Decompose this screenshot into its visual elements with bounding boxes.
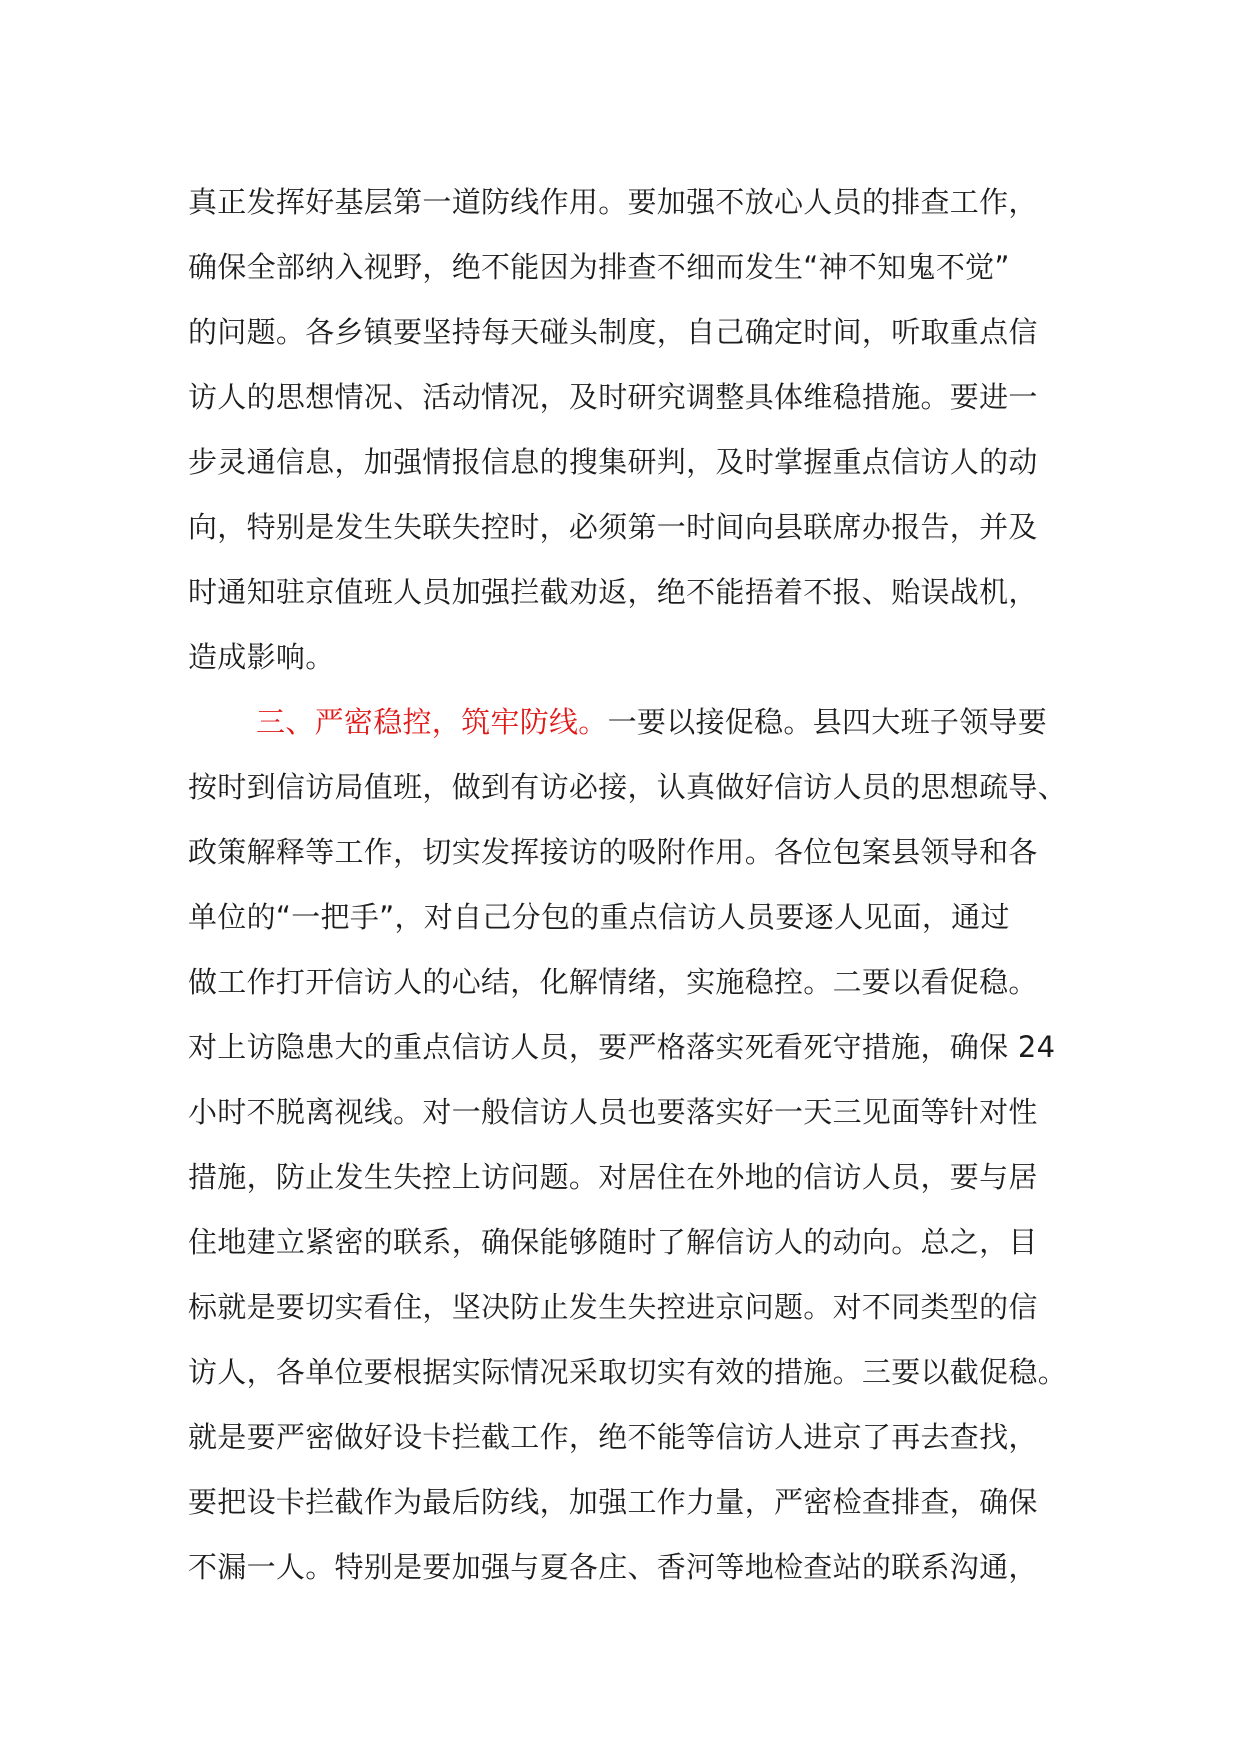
body-text	[188, 170, 1068, 1600]
text-line: 真正发挥好基层第一道防线作用。要加强不放心人员的排查工作，	[188, 185, 1038, 219]
text-line: 按时到信访局值班，做到有访必接，认真做好信访人员的思想疏导、	[188, 770, 1068, 804]
section-3-first-line-text: 一要以接促稳。县四大班子领导要	[607, 705, 1048, 739]
text-line: 就是要严密做好设卡拦截工作，绝不能等信访人进京了再去查找，	[188, 1420, 1038, 1454]
text-line: 标就是要切实看住，坚决防止发生失控进京问题。对不同类型的信	[188, 1290, 1038, 1324]
text-line: 对上访隐患大的重点信访人员，要严格落实死看死守措施，确保 24	[188, 1030, 1056, 1064]
text-line: 要把设卡拦截作为最后防线，加强工作力量，严密检查排查，确保	[188, 1485, 1038, 1519]
section-3-first-line	[188, 690, 1058, 755]
text-line: 向，特别是发生失联失控时，必须第一时间向县联席办报告，并及	[188, 510, 1038, 544]
text-line: 做工作打开信访人的心结，化解情绪，实施稳控。二要以看促稳。	[188, 965, 1038, 999]
text-line: 造成影响。	[188, 640, 335, 674]
text-line: 不漏一人。特别是要加强与夏各庄、香河等地检查站的联系沟通，	[188, 1550, 1038, 1584]
text-line: 确保全部纳入视野，绝不能因为排查不细而发生“神不知鬼不觉”	[188, 250, 1010, 284]
text-line: 访人，各单位要根据实际情况采取切实有效的措施。三要以截促稳。	[188, 1355, 1068, 1389]
section-3-heading: 三、严密稳控，筑牢防线。	[256, 705, 608, 739]
text-line: 的问题。各乡镇要坚持每天碰头制度，自己确定时间，听取重点信	[188, 315, 1038, 349]
text-line: 政策解释等工作，切实发挥接访的吸附作用。各位包案县领导和各	[188, 835, 1038, 869]
text-line: 时通知驻京值班人员加强拦截劝返，绝不能捂着不报、贻误战机，	[188, 575, 1038, 609]
text-line: 步灵通信息，加强情报信息的搜集研判，及时掌握重点信访人的动	[188, 445, 1038, 479]
text-line: 单位的“一把手”，对自己分包的重点信访人员要逐人见面，通过	[188, 900, 1010, 934]
text-line: 小时不脱离视线。对一般信访人员也要落实好一天三见面等针对性	[188, 1095, 1038, 1129]
text-line: 访人的思想情况、活动情况，及时研究调整具体维稳措施。要进一	[188, 380, 1038, 414]
text-line: 措施，防止发生失控上访问题。对居住在外地的信访人员，要与居	[188, 1160, 1038, 1194]
text-line: 住地建立紧密的联系，确保能够随时了解信访人的动向。总之，目	[188, 1225, 1038, 1259]
